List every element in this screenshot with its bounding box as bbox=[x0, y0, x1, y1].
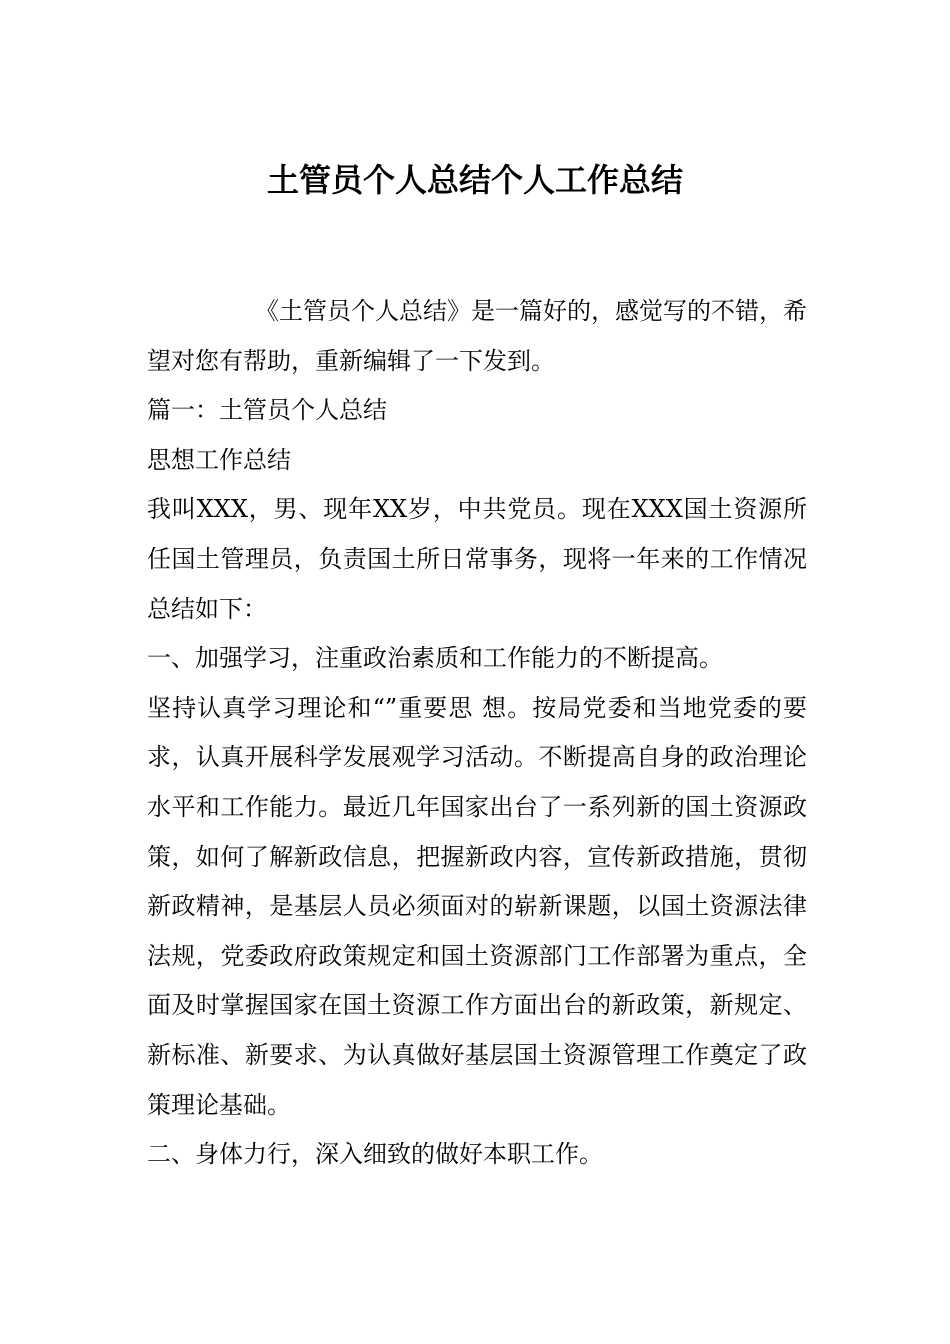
point-one-heading: 一、加强学习，注重政治素质和工作能力的不断提高。 bbox=[147, 644, 723, 673]
section-heading-part-one: 篇一：土管员个人总结 bbox=[147, 396, 387, 425]
point-two-heading: 二、身体力行，深入细致的做好本职工作。 bbox=[147, 1140, 603, 1169]
document-title: 土管员个人总结个人工作总结 bbox=[266, 161, 683, 199]
subheading-ideology-summary: 思想工作总结 bbox=[147, 445, 291, 474]
document-body bbox=[147, 287, 807, 1180]
point-one-body: 坚持认真学习理论和“”重要思 想。按局党委和当地党委的要求，认真开展科学发展观学习活动。不断提高自身的政治理论水平和工作能力。最近几年国家出台了一系列新的国土资源政策，如何了解新政信息，把握新政内容，宣传新政措施，贯彻新政精神，是基层人员必须面对的崭新课题，以国土资源法律法规，党委政府政策规定和国土资源部门工作部署为重点，全面及时掌握国家在国土资源工作方面出台的新政策，新规定、新标准、新要求、为认真做好基层国土资源管理工作奠定了政策理论基础。 bbox=[147, 693, 807, 1119]
self-introduction-paragraph: 我叫XXX，男、现年XX岁，中共党员。现在XXX国土资源所任国土管理员，负责国土所日常事务，现将一年来的工作情况总结如下： bbox=[147, 495, 807, 623]
intro-paragraph: 《土管员个人总结》是一篇好的，感觉写的不错，希望对您有帮助，重新编辑了一下发到。 bbox=[147, 297, 807, 375]
